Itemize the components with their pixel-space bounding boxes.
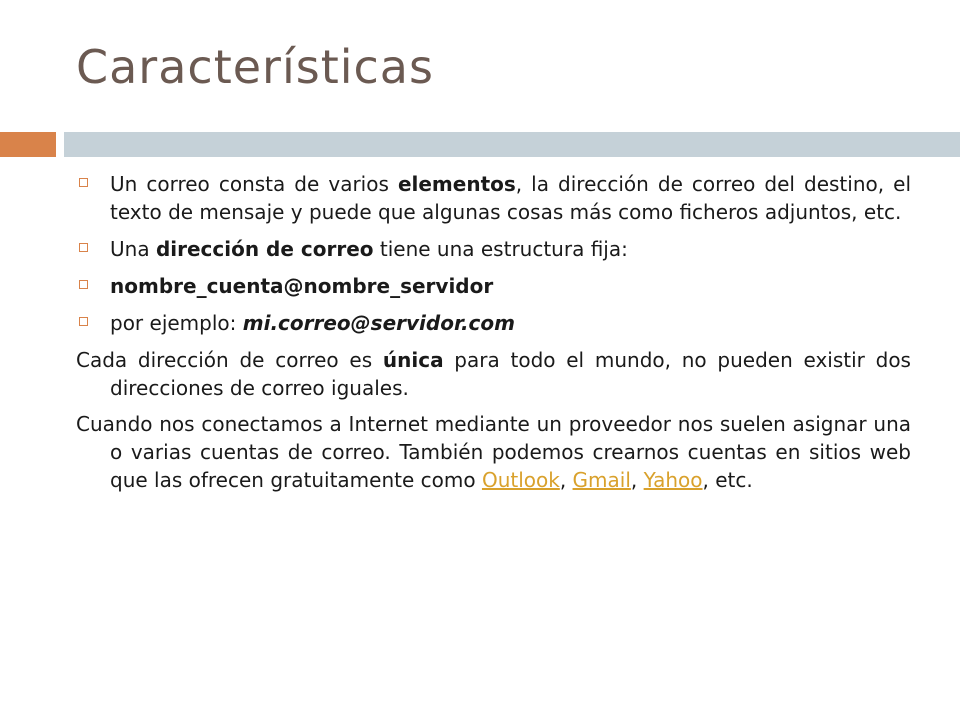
bullet-item bbox=[76, 309, 911, 337]
bullet-text: por ejemplo: bbox=[110, 311, 243, 335]
bullet-text: Una bbox=[110, 237, 156, 261]
link-separator: , bbox=[630, 468, 644, 492]
paragraph-bold-text: única bbox=[382, 348, 444, 372]
paragraph-text: para todo el mundo, no pueden existir dos direcciones de correo iguales. bbox=[110, 348, 911, 400]
square-bullet-icon bbox=[79, 280, 88, 289]
title-accent-bar bbox=[0, 132, 56, 157]
bullet-bold-text: elementos bbox=[397, 172, 516, 196]
outlook-link[interactable]: Outlook bbox=[481, 468, 560, 492]
yahoo-link[interactable]: Yahoo bbox=[643, 468, 703, 492]
bullet-text: tiene una estructura fija: bbox=[373, 237, 628, 261]
bullet-item bbox=[76, 272, 911, 300]
bullet-item bbox=[76, 170, 911, 226]
bullet-text: Un correo consta de varios bbox=[110, 172, 398, 196]
link-separator: , bbox=[559, 468, 573, 492]
square-bullet-icon bbox=[79, 243, 88, 252]
address-format-text: nombre_cuenta@nombre_servidor bbox=[110, 274, 494, 298]
paragraph-end-text: , etc. bbox=[702, 468, 753, 492]
example-address-text: mi.correo@servidor.com bbox=[242, 311, 515, 335]
body-paragraph bbox=[76, 410, 911, 494]
square-bullet-icon bbox=[79, 178, 88, 187]
bullet-text: , la dirección de correo del destino, el texto de mensaje y puede que algunas cosas más como ficheros adjuntos, etc. bbox=[110, 172, 912, 224]
paragraph-text: Cada dirección de correo es bbox=[76, 348, 383, 372]
gmail-link[interactable]: Gmail bbox=[572, 468, 631, 492]
bullet-bold-text: dirección de correo bbox=[155, 237, 374, 261]
slide-title: Características bbox=[76, 40, 434, 94]
paragraph-text: Cuando nos conectamos a Internet mediante un proveedor nos suelen asignar una o varias cuentas de correo. También podemos crearnos cuentas en sitios web que las ofrecen gratuitamente como bbox=[76, 412, 911, 492]
body-paragraph bbox=[76, 346, 911, 402]
slide-content bbox=[76, 170, 911, 502]
square-bullet-icon bbox=[79, 317, 88, 326]
bullet-item bbox=[76, 235, 911, 263]
title-divider-bar bbox=[64, 132, 960, 157]
